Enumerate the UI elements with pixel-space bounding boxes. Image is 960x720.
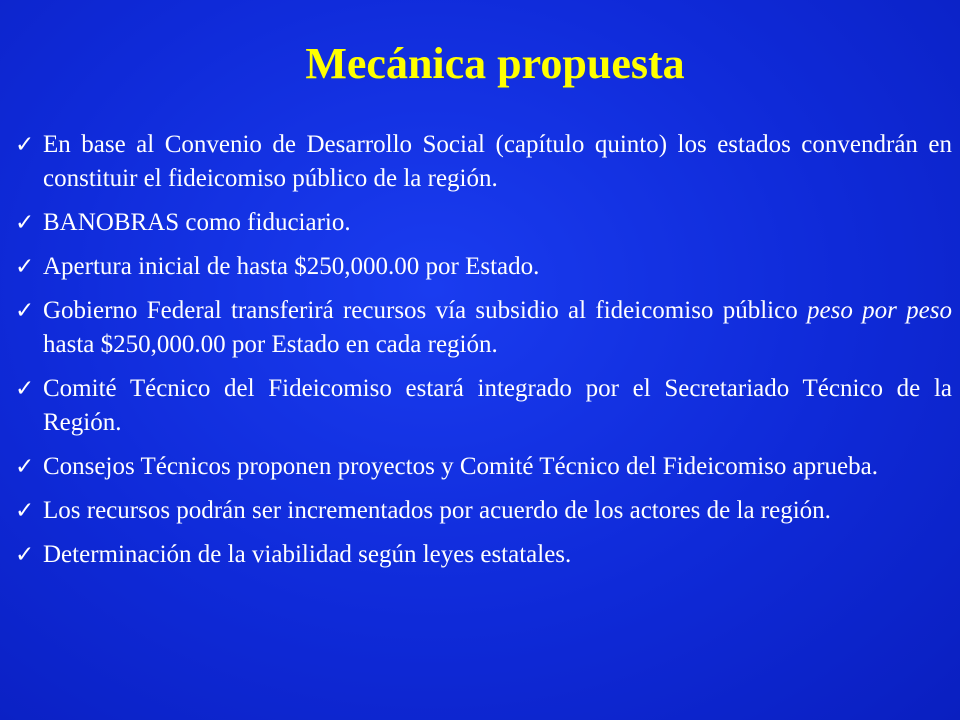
checkmark-icon: ✓ xyxy=(15,454,35,480)
bullet-item xyxy=(15,494,952,528)
checkmark-icon: ✓ xyxy=(15,210,35,236)
bullet-item xyxy=(15,128,952,196)
bullet-item xyxy=(15,250,952,284)
bullet-text: Gobierno Federal transferirá recursos vía subsidio al fideicomiso público peso por peso hasta $250,000.00 por Estado en cada región. xyxy=(43,297,952,358)
bullet-item xyxy=(15,450,952,484)
bullet-text: Consejos Técnicos proponen proyectos y Comité Técnico del Fideicomiso aprueba. xyxy=(43,453,878,480)
checkmark-icon: ✓ xyxy=(15,298,35,324)
bullet-item xyxy=(15,372,952,440)
bullet-text: Apertura inicial de hasta $250,000.00 por Estado. xyxy=(43,253,540,280)
bullet-text: Los recursos podrán ser incrementados por acuerdo de los actores de la región. xyxy=(43,497,831,524)
checkmark-icon: ✓ xyxy=(15,254,35,280)
checkmark-icon: ✓ xyxy=(15,132,35,158)
italic-emphasis: peso por peso xyxy=(807,297,952,324)
bullet-item xyxy=(15,294,952,362)
bullet-text: En base al Convenio de Desarrollo Social (capítulo quinto) los estados convendrán en constituir el fideicomiso público de la región. xyxy=(43,131,952,192)
checkmark-icon: ✓ xyxy=(15,542,35,568)
bullet-text: Determinación de la viabilidad según leyes estatales. xyxy=(43,541,572,568)
bullet-list xyxy=(15,128,952,582)
bullet-item xyxy=(15,206,952,240)
bullet-text: Comité Técnico del Fideicomiso estará integrado por el Secretariado Técnico de la Región. xyxy=(43,375,952,436)
bullet-item xyxy=(15,538,952,572)
bullet-text: BANOBRAS como fiduciario. xyxy=(43,209,351,236)
slide-title: Mecánica propuesta xyxy=(305,39,685,88)
checkmark-icon: ✓ xyxy=(15,498,35,524)
checkmark-icon: ✓ xyxy=(15,376,35,402)
